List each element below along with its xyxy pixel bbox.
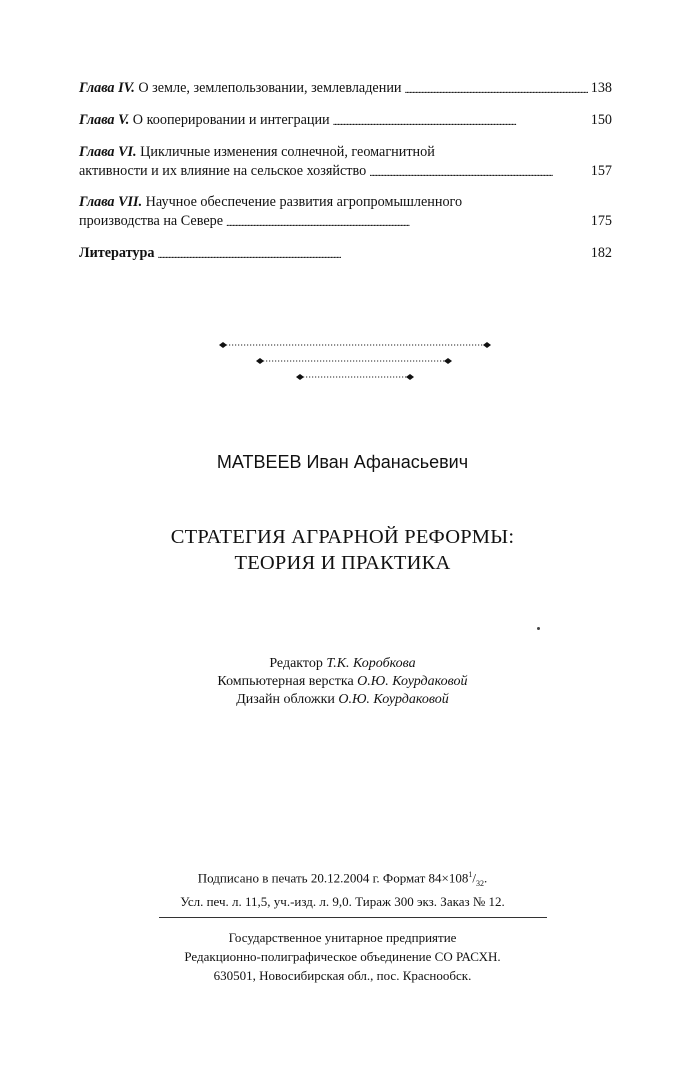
format-fraction-numerator: 1: [468, 870, 473, 879]
credits-block: [0, 655, 685, 709]
diamond-icon: [219, 342, 227, 348]
imprint-block: [0, 866, 685, 911]
toc-page-number: 182: [590, 245, 612, 261]
print-speck: [537, 627, 540, 630]
credit-person: О.Ю. Коурдаковой: [338, 692, 449, 707]
publisher-line2: Редакционно-полиграфическое объединение СО РАСХН.: [184, 949, 501, 964]
author-name: МАТВЕЕВ Иван Афанасьевич: [216, 452, 469, 472]
toc-chapter-label: Глава VII.: [79, 194, 143, 210]
toc-page-number: 175: [590, 213, 612, 229]
toc-chapter-label: Глава V.: [79, 112, 130, 128]
imprint-line1: Подписано в печать 20.12.2004 г. Формат $84\times 108^1/_{32}$.: [197, 870, 488, 888]
credit-role: Редактор: [269, 656, 323, 671]
book-title-line2: ТЕОРИЯ И ПРАКТИКА: [234, 552, 451, 574]
diamond-icon: [256, 358, 264, 364]
credit-layout: [0, 673, 685, 691]
publisher-block: [0, 928, 685, 985]
publisher-line3: 630501, Новосибирская обл., пос. Краснообск.: [213, 968, 472, 983]
diamond-icon: [444, 358, 452, 364]
publisher-line1: Государственное унитарное предприятие: [228, 930, 457, 945]
decorative-ornament: [0, 0, 685, 400]
toc-entry-title-line1: Научное обеспечение развития агропромышленного: [145, 194, 463, 210]
imprint-line2: Усл. печ. л. 11,5, уч.-изд. л. 9,0. Тираж 300 экз. Заказ № 12.: [180, 893, 505, 909]
toc-page-number: 150: [590, 112, 612, 128]
toc-entry-title: производства на Севере: [79, 213, 224, 229]
credit-editor: [0, 655, 685, 673]
credit-role: Дизайн обложки: [236, 692, 335, 707]
toc-chapter-label: Глава IV.: [79, 80, 135, 96]
imprint-format-text: Подписано в печать 20.12.2004 г. Формат 84×108: [197, 870, 469, 886]
diamond-icon: [483, 342, 491, 348]
toc-entry-title: О земле, землепользовании, землевладении: [138, 80, 402, 96]
format-fraction-denominator: 32: [475, 878, 484, 888]
imprint-line1-end: .: [483, 870, 488, 886]
toc-page-number: 157: [590, 163, 612, 179]
toc-chapter-label: Глава VI.: [79, 144, 137, 160]
toc-entry-title: О кооперировании и интеграции: [132, 112, 330, 128]
credit-role: Компьютерная верстка: [217, 674, 354, 689]
diamond-icon: [406, 374, 414, 380]
toc-chapter-label: Литература: [79, 245, 155, 261]
credit-person: Т.К. Коробкова: [326, 656, 416, 671]
toc-page-number: 138: [590, 80, 612, 96]
book-title: [0, 524, 685, 576]
toc-entry-title-line1: Цикличные изменения солнечной, геомагнитной: [140, 144, 435, 160]
credit-person: О.Ю. Коурдаковой: [357, 674, 468, 689]
book-title-line1: СТРАТЕГИЯ АГРАРНОЙ РЕФОРМЫ:: [170, 526, 515, 548]
divider: [159, 917, 547, 918]
credit-cover-design: [0, 691, 685, 709]
diamond-icon: [296, 374, 304, 380]
toc-entry-title: активности и их влияние на сельское хозяйство: [79, 163, 367, 179]
